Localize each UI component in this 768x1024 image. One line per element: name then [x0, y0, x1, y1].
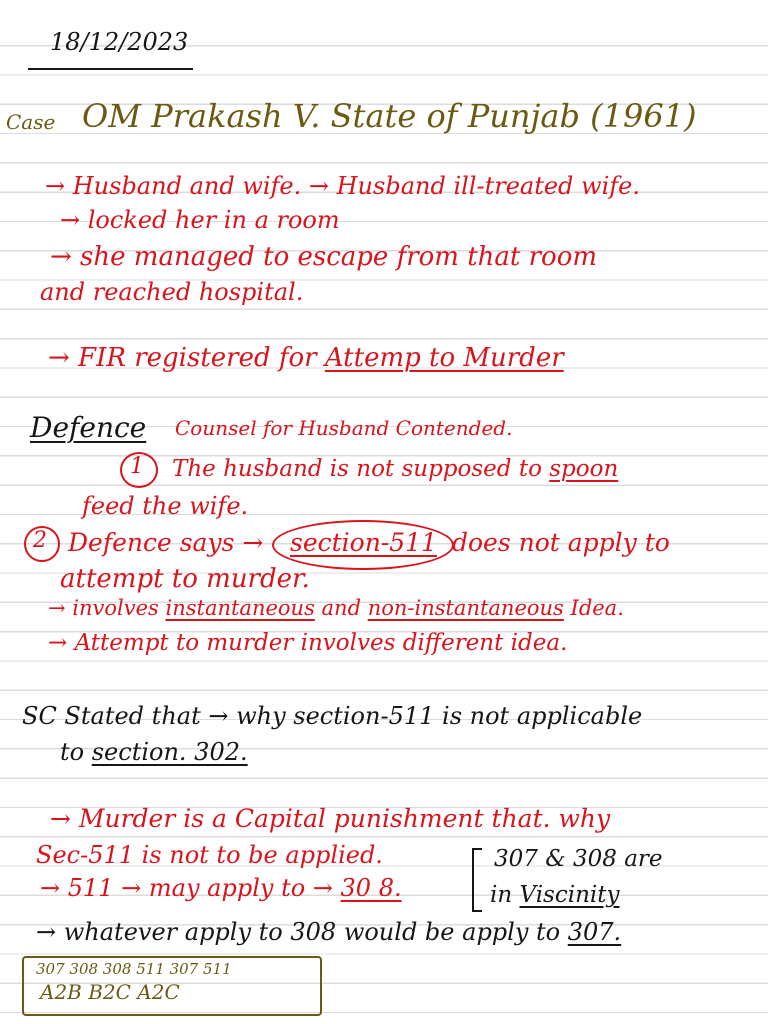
vicinity-line-1: 307 & 308 are	[494, 846, 663, 872]
sc-line-2	[60, 740, 248, 764]
murder-line-2: Sec-511 is not to be applied.	[36, 841, 383, 869]
facts-line-4: and reached hospital.	[40, 278, 304, 306]
summary-box	[22, 956, 322, 1016]
involves-text-c: and	[314, 596, 368, 620]
point-1-text: The husband is not supposed to	[172, 456, 550, 482]
involves-text-e: Idea.	[563, 596, 624, 620]
sc-line-1: SC Stated that → why section-511 is not applicable	[22, 702, 643, 730]
case-prefix: Case	[6, 110, 56, 134]
sc-section-302: section. 302.	[91, 738, 248, 766]
fir-line	[48, 345, 564, 371]
murder-line-4	[36, 920, 621, 944]
vicinity-bracket	[472, 848, 482, 912]
point-2-text-a: Defence says →	[68, 528, 264, 557]
vicinity-line-2	[490, 884, 620, 907]
facts-line-1: → Husband and wife. → Husband ill-treated wife.	[45, 172, 640, 200]
case-title: OM Prakash V. State of Punjab (1961)	[82, 97, 697, 135]
point-1-number: 1	[130, 454, 144, 479]
summary-box-row-1: 307 308 308 511 307 511	[36, 960, 232, 978]
involves-non-instantaneous: non-instantaneous	[367, 596, 564, 620]
point-1-line	[172, 458, 618, 481]
fir-charge: Attemp to Murder	[324, 343, 564, 373]
murder-line-3	[40, 876, 402, 900]
point-2-line-2: attempt to murder.	[60, 564, 310, 594]
defence-heading: Defence	[30, 411, 147, 444]
fir-text: → FIR registered for	[48, 343, 325, 373]
facts-line-2: → locked her in a room	[60, 206, 340, 234]
point-1-line-2: feed the wife.	[82, 492, 249, 520]
murder-308: 30 8.	[340, 874, 402, 902]
date: 18/12/2023	[50, 28, 189, 56]
different-idea-line: → Attempt to murder involves different idea.	[48, 630, 568, 656]
date-underline	[28, 68, 193, 70]
point-2-number: 2	[33, 528, 47, 553]
sc-to: to	[60, 738, 92, 766]
point-2-text-b: does not apply to	[452, 528, 670, 557]
defence-counsel: Counsel for Husband Contended.	[175, 416, 513, 440]
murder-line-4-text: → whatever apply to 308 would be apply to	[36, 918, 568, 946]
point-1-spoon: spoon	[549, 456, 619, 482]
vicinity-in: in	[490, 882, 520, 908]
involves-instantaneous: instantaneous	[165, 596, 315, 620]
murder-307: 307.	[567, 918, 622, 946]
vicinity-word: Viscinity	[519, 882, 620, 908]
involves-text-a: → involves	[48, 596, 166, 620]
murder-line-3-text: → 511 → may apply to →	[40, 874, 341, 902]
involves-line	[48, 598, 624, 619]
facts-line-3: → she managed to escape from that room	[50, 242, 598, 272]
summary-box-row-2: A2B B2C A2C	[40, 980, 180, 1004]
point-2-section: section-511	[290, 528, 437, 557]
murder-line-1: → Murder is a Capital punishment that. why	[50, 804, 611, 833]
